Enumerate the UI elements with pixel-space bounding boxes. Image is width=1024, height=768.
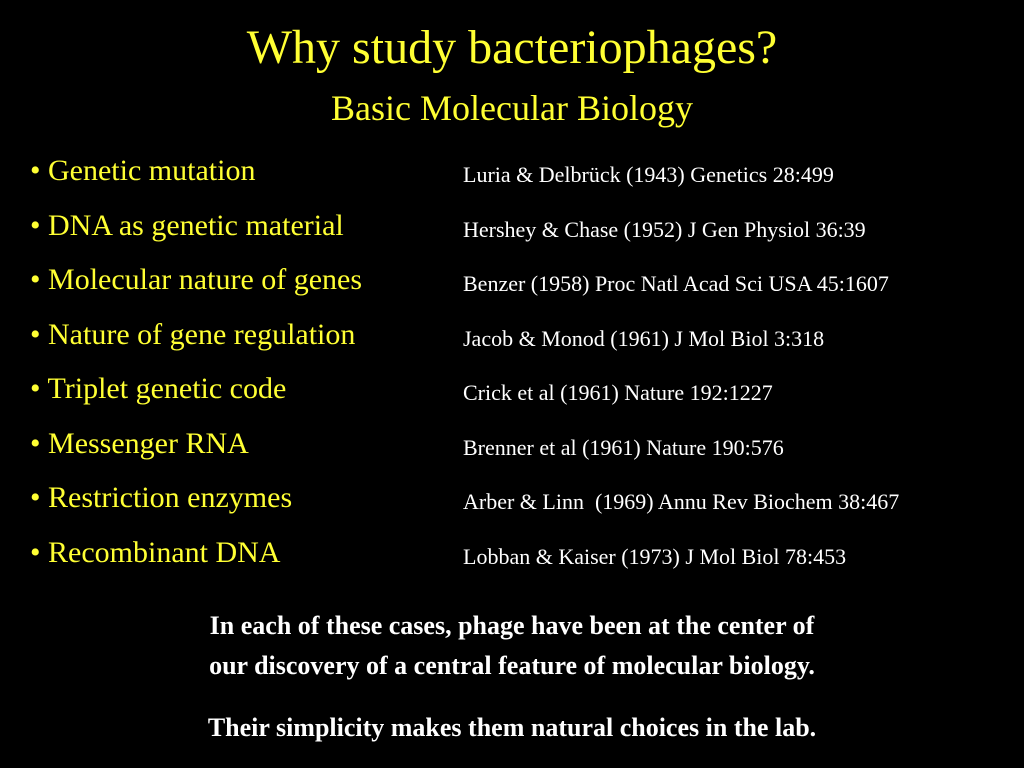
discovery-list bbox=[30, 151, 1024, 587]
list-item-label bbox=[30, 369, 286, 409]
list-item-reference: Brenner et al (1961) Nature 190:576 bbox=[463, 434, 784, 460]
item-label-text: Nature of gene regulation bbox=[48, 317, 356, 351]
summary-note bbox=[0, 606, 1024, 686]
summary-note-line-1: In each of these cases, phage have been at the center of bbox=[209, 611, 815, 640]
bullet: • bbox=[30, 263, 41, 296]
list-item-reference: Jacob & Monod (1961) J Mol Biol 3:318 bbox=[463, 325, 825, 351]
bullet: • bbox=[30, 535, 41, 569]
list-item bbox=[30, 260, 1024, 315]
list-item bbox=[30, 369, 1024, 424]
summary-note-line-2: our discovery of a central feature of molecular biology. bbox=[209, 651, 815, 680]
slide-subtitle: Basic Molecular Biology bbox=[331, 88, 693, 128]
item-label-text: Molecular nature of genes bbox=[48, 263, 363, 296]
list-item-reference: Arber & Linn (1969) Annu Rev Biochem 38:467 bbox=[463, 489, 900, 514]
list-item bbox=[30, 533, 1024, 588]
item-label-text: DNA as genetic material bbox=[48, 208, 344, 242]
list-item-label bbox=[30, 424, 249, 464]
bullet: • bbox=[30, 481, 41, 514]
list-item-reference: Luria & Delbrück (1943) Genetics 28:499 bbox=[463, 162, 834, 187]
bullet: • bbox=[30, 154, 41, 187]
list-item-label bbox=[30, 206, 344, 246]
list-item-label bbox=[30, 315, 355, 355]
list-item bbox=[30, 151, 1024, 206]
item-label-text: Triplet genetic code bbox=[47, 372, 287, 405]
list-item-label bbox=[30, 533, 280, 573]
bullet: • bbox=[30, 208, 41, 242]
item-label-text: Recombinant DNA bbox=[48, 535, 281, 569]
slide-title: Why study bacteriophages? bbox=[246, 21, 778, 74]
list-item-label bbox=[30, 260, 362, 300]
list-item-reference: Crick et al (1961) Nature 192:1227 bbox=[463, 380, 773, 405]
list-item-reference: Lobban & Kaiser (1973) J Mol Biol 78:453 bbox=[463, 543, 847, 569]
list-item bbox=[30, 315, 1024, 370]
bullet: • bbox=[30, 317, 41, 351]
closing-note: Their simplicity makes them natural choices in the lab. bbox=[207, 713, 817, 742]
list-item bbox=[30, 424, 1024, 479]
list-item-label bbox=[30, 478, 292, 518]
bullet: • bbox=[30, 372, 41, 405]
list-item bbox=[30, 478, 1024, 533]
bullet: • bbox=[30, 426, 41, 460]
list-item bbox=[30, 206, 1024, 261]
list-item-reference: Benzer (1958) Proc Natl Acad Sci USA 45:1607 bbox=[463, 271, 889, 296]
list-item-reference: Hershey & Chase (1952) J Gen Physiol 36:39 bbox=[463, 216, 866, 242]
list-item-label bbox=[30, 151, 255, 191]
item-label-text: Messenger RNA bbox=[48, 426, 249, 460]
item-label-text: Genetic mutation bbox=[48, 154, 256, 187]
item-label-text: Restriction enzymes bbox=[48, 481, 293, 514]
